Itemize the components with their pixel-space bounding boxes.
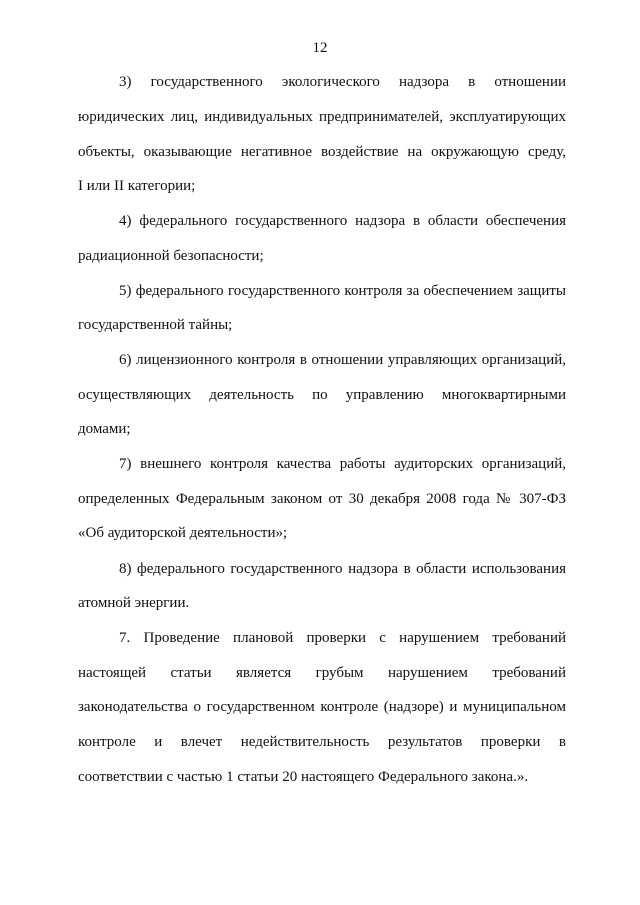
text-line: атомной энергии. xyxy=(78,595,190,611)
text-line: 3) государственного экологического надзора в отношении xyxy=(119,74,566,90)
text-line: осуществляющих деятельность по управлению многоквартирными xyxy=(78,387,566,403)
text-line: государственной тайны; xyxy=(78,317,233,333)
text-line: объекты, оказывающие негативное воздействие на окружающую среду, xyxy=(78,144,566,160)
text-line: законодательства о государственном контроле (надзоре) и муниципальном xyxy=(78,699,566,715)
text-line: I или II категории; xyxy=(78,178,196,194)
text-line: определенных Федеральным законом от 30 декабря 2008 года № 307-ФЗ xyxy=(78,491,566,507)
text-line: домами; xyxy=(78,421,131,437)
text-line: радиационной безопасности; xyxy=(78,248,264,264)
page-number: 12 xyxy=(312,40,328,56)
text-line: 5) федерального государственного контроля за обеспечением защиты xyxy=(119,283,566,299)
text-line: 7. Проведение плановой проверки с нарушением требований xyxy=(119,630,566,646)
text-line: юридических лиц, индивидуальных предпринимателей, эксплуатирующих xyxy=(78,109,566,125)
text-line: 7) внешнего контроля качества работы аудиторских организаций, xyxy=(119,456,566,472)
text-line: 4) федерального государственного надзора в области обеспечения xyxy=(119,213,566,229)
text-line: 6) лицензионного контроля в отношении управляющих организаций, xyxy=(119,352,566,368)
text-line: соответствии с частью 1 статьи 20 настоящего Федерального закона.». xyxy=(78,769,529,785)
text-line: контроле и влечет недействительность результатов проверки в xyxy=(78,734,566,750)
text-line: настоящей статьи является грубым нарушением требований xyxy=(78,665,566,681)
text-line: «Об аудиторской деятельности»; xyxy=(78,525,288,541)
text-line: 8) федерального государственного надзора в области использования xyxy=(119,561,566,577)
